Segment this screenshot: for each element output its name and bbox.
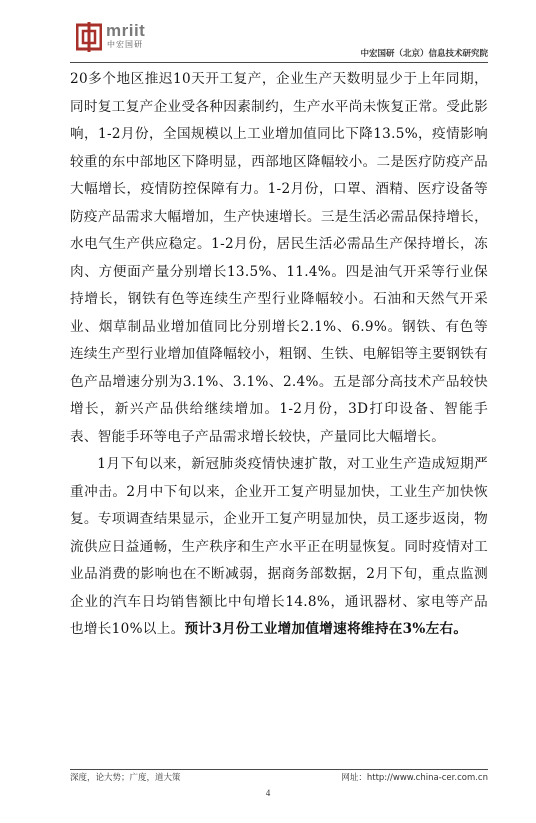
paragraph-1-text: 20多个地区推迟10天开工复产，企业生产天数明显少于上年同期，同时复工复产企业受各种因素制约，生产水平尚未恢复正常。受此影响，1-2月份，全国规模以上工业增加值同比下降13.5%，疫情影响较重的东中部地区下降明显，西部地区降幅较小。二是医疗防疫产品大幅增长，疫情防控保障有力。1-2月份，口罩、酒精、医疗设备等防疫产品需求大幅增加，生产快速增长。三是生活必需品保持增长，水电气生产供应稳定。1-2月份，居民生活必需品生产保持增长，冻肉、方便面产量分别增长13.5%、11.4%。四是油气开采等行业保持增长，钢铁有色等连续生产型行业降幅较小。石油和天然气开采业、烟草制品业增加值同比分别增长2.1%、6.9%。钢铁、有色等连续生产型行业增加值降幅较小，粗钢、生铁、电解铝等主要钢铁有色产品增速分别为3.1%、3.1%、2.4%。五是部分高技术产品较快增长，新兴产品供给继续增加。1-2月份，3D打印设备、智能手表、智能手环等电子产品需求增长较快，产量同比大幅增长。 bbox=[70, 71, 488, 445]
logo-text: mriit bbox=[106, 21, 146, 40]
paragraph-2 bbox=[70, 451, 488, 644]
page-number: 4 bbox=[265, 788, 271, 798]
logo-mark-icon bbox=[76, 22, 102, 52]
page-header bbox=[70, 22, 488, 62]
paragraph-2-text: 1月下旬以来，新冠肺炎疫情快速扩散，对工业生产造成短期严重冲击。2月中下旬以来，企业开工复产明显加快，工业生产加快恢复。专项调查结果显示，企业开工复产明显加快，员工逐步返岗，物流供应日益通畅，生产秩序和生产水平正在明显恢复。同时疫情对工业品消费的影响也在不断减弱，据商务部数据，2月下旬，重点监测企业的汽车日均销售额比中旬增长14.8%，通讯器材、家电等产品也增长10%以上。 bbox=[70, 456, 488, 637]
header-organization: 中宏国研（北京）信息技术研究院 bbox=[360, 49, 488, 59]
main-content bbox=[70, 66, 488, 644]
logo bbox=[76, 22, 166, 56]
paragraph-2-conclusion: 预计3月份工业增加值增速将维持在3%左右。 bbox=[184, 621, 468, 637]
header-divider bbox=[70, 62, 488, 63]
footer-website: 网址：http://www.china-cer.com.cn bbox=[341, 773, 488, 783]
logo-subtext: 中宏国研 bbox=[107, 40, 143, 49]
paragraph-1 bbox=[70, 66, 488, 451]
footer-divider bbox=[70, 769, 488, 770]
footer-slogan: 深度，论大势；广度，道大策 bbox=[70, 773, 181, 783]
